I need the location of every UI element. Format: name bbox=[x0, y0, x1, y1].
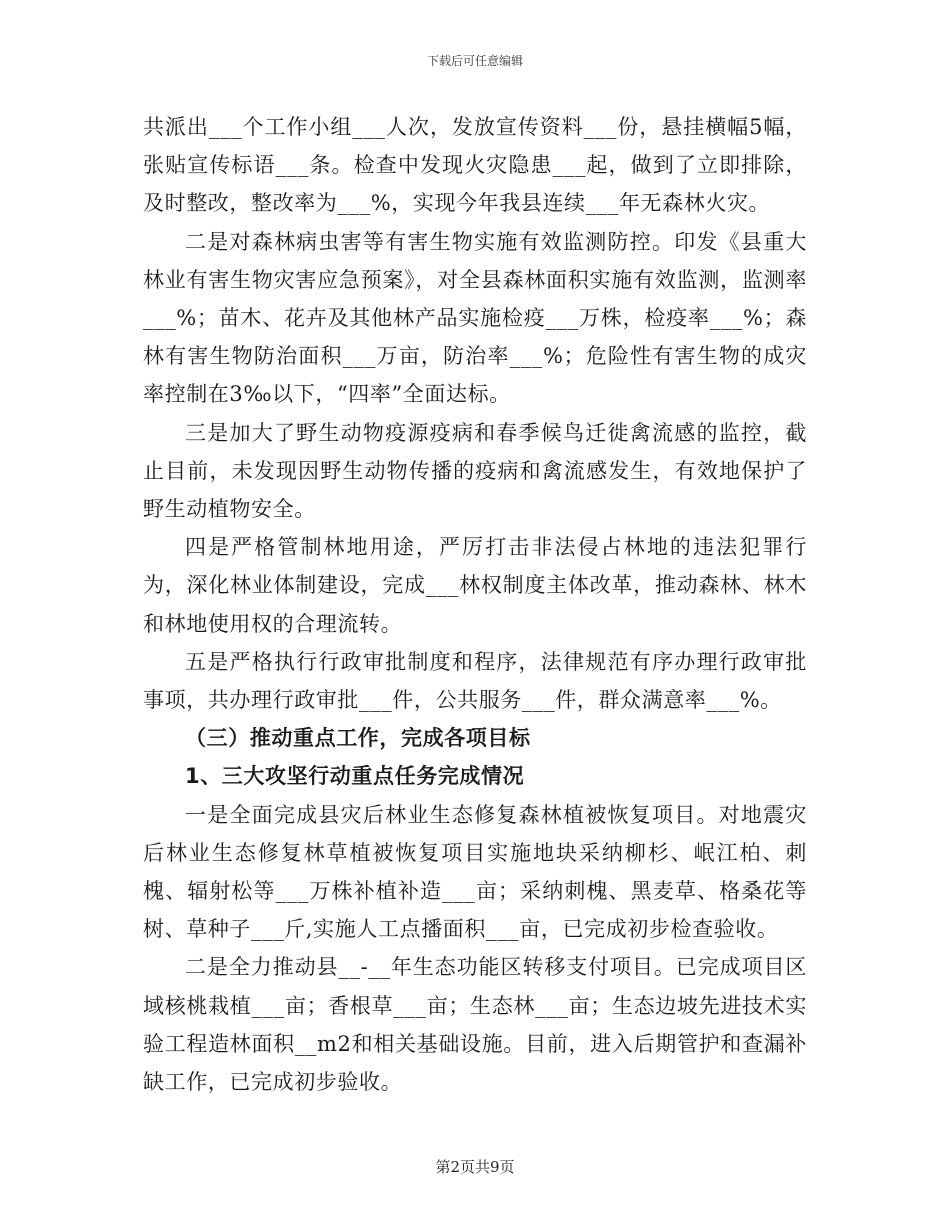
subsection-heading: 1、三大攻坚行动重点任务完成情况 bbox=[185, 764, 525, 789]
paragraph-wildlife-monitoring: 三是加大了野生动物疫源疫病和春季候鸟迁徙禽流感的监控，截止目前，未发现因野生动物传播的疫病和禽流感发生，有效地保护了野生动植物安全。 bbox=[143, 420, 807, 522]
paragraph-forest-land-control: 四是严格管制林地用途，严厉打击非法侵占林地的违法犯罪行为，深化林业体制建设，完成___林权制度主体改革，推动森林、林木和林地使用权的合理流转。 bbox=[143, 535, 807, 636]
document-body bbox=[143, 108, 807, 1101]
paragraph-post-disaster-restoration: 一是全面完成县灾后林业生态修复森林植被恢复项目。对地震灾后林业生态修复林草植被恢复项目实施地块采纳柳杉、岷江柏、刺槐、辐射松等___万株补植补造___亩；采纳刺槐、黑麦草、格桑花等树、草种子___斤,实施人工点播面积___亩，已完成初步检查验收。 bbox=[143, 802, 807, 942]
paragraph-pest-control: 二是对森林病虫害等有害生物实施有效监测防控。印发《县重大林业有害生物灾害应急预案》，对全县森林面积实施有效监测，监测率___%；苗木、花卉及其他林产品实施检疫___万株，检疫率___%；森林有害生物防治面积___万亩，防治率___%；危险性有害生物的成灾率控制在3‰以下，“四率”全面达标。 bbox=[143, 229, 807, 407]
page-header: 下载后可任意编辑 bbox=[426, 54, 523, 68]
paragraph-administrative-approval: 五是严格执行行政审批制度和程序，法律规范有序办理行政审批事项，共办理行政审批___件，公共服务___件，群众满意率___%。 bbox=[143, 649, 807, 713]
paragraph-transfer-payment-project: 二是全力推动县__-__年生态功能区转移支付项目。已完成项目区域核桃栽植___亩；香根草___亩；生态林___亩；生态边坡先进技术实验工程造林面积__m2和相关基础设施。目前，进入后期管护和查漏补缺工作，已完成初步验收。 bbox=[143, 955, 807, 1095]
page-footer: 第2页共9页 bbox=[435, 1158, 515, 1176]
paragraph-fire-prevention: 共派出___个工作小组___人次，发放宣传资料___份，悬挂横幅5幅，张贴宣传标语___条。检查中发现火灾隐患___起，做到了立即排除，及时整改，整改率为___%，实现今年我县连续___年无森林火灾。 bbox=[143, 115, 807, 216]
section-heading: （三）推动重点工作，完成各项目标 bbox=[185, 726, 531, 751]
